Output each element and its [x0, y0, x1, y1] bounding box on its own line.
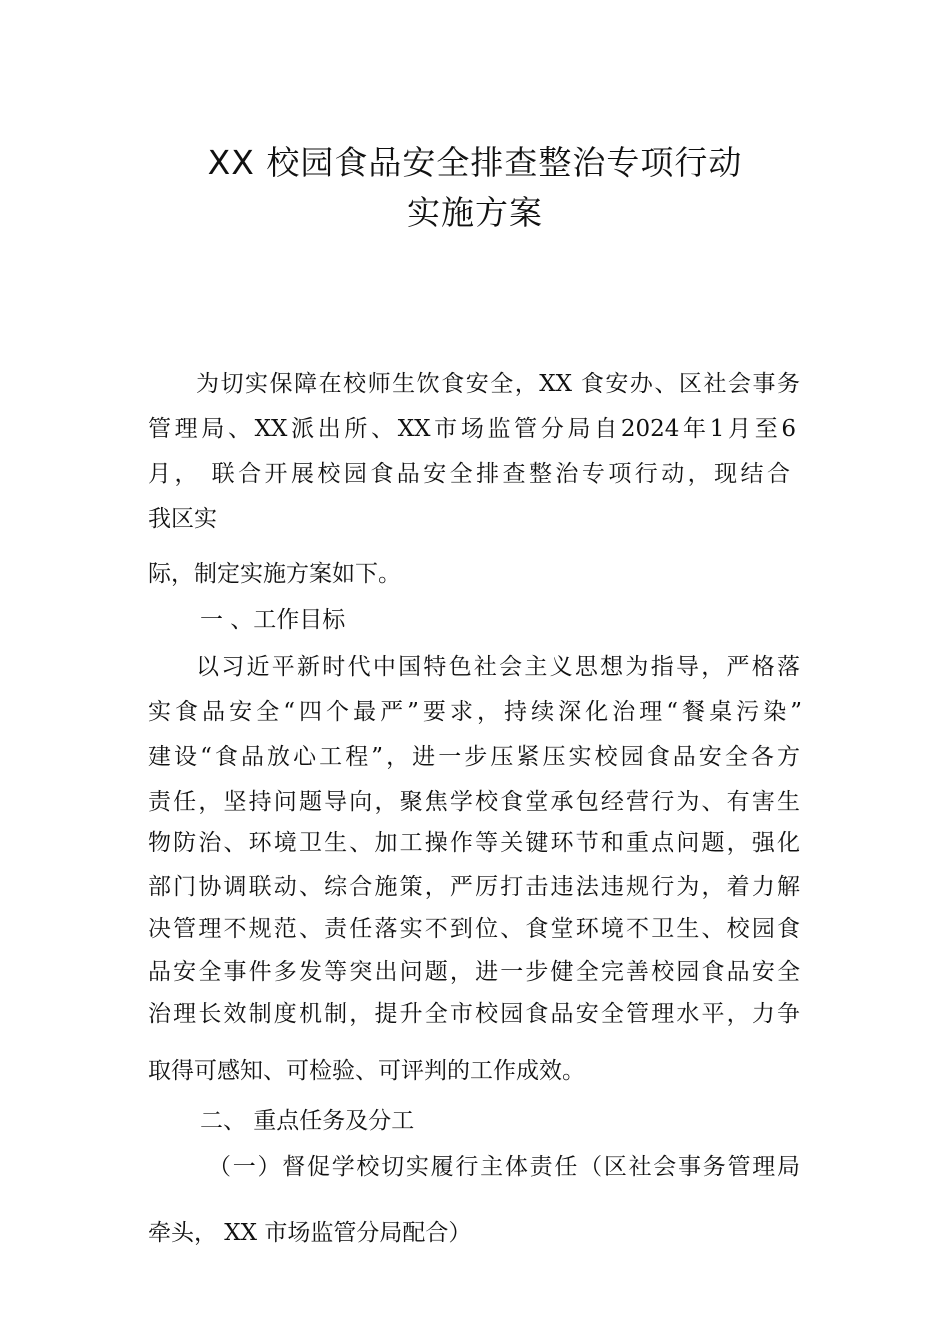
section-heading-2: 二、 重点任务及分工	[200, 1108, 415, 1134]
goal-line-3: 建设“食品放心工程”，进一步压紧压实校园食品安全各方	[148, 744, 800, 770]
intro-line-5: 际，制定实施方案如下。	[148, 561, 401, 587]
goal-line-7: 决管理不规范、责任落实不到位、食堂环境不卫生、校园食	[148, 916, 800, 942]
intro-line-2: 管理局、XX派出所、XX市场监管分局自2024年1月至6	[148, 416, 796, 442]
document-title-line-1: XX 校园食品安全排查整治专项行动	[207, 143, 743, 182]
goal-line-6: 部门协调联动、综合施策，严厉打击违法违规行为，着力解	[148, 874, 800, 900]
goal-line-2: 实食品安全“四个最严”要求，持续深化治理“餐桌污染”	[148, 699, 802, 725]
goal-line-5: 物防治、环境卫生、加工操作等关键环节和重点问题，强化	[148, 830, 800, 856]
goal-line-1: 以习近平新时代中国特色社会主义思想为指导，严格落	[196, 654, 800, 680]
document-title-line-2: 实施方案	[407, 193, 543, 232]
goal-line-4: 责任，坚持问题导向，聚焦学校食堂承包经营行为、有害生	[148, 789, 800, 815]
intro-line-1: 为切实保障在校师生饮食安全，XX 食安办、区社会事务	[196, 371, 800, 397]
intro-line-3: 月， 联合开展校园食品安全排查整治专项行动，现结合	[148, 461, 790, 487]
section-heading-1: 一 、工作目标	[200, 607, 346, 633]
subsection-heading-1: （一）督促学校切实履行主体责任（区社会事务管理局	[208, 1154, 800, 1180]
goal-line-9: 治理长效制度机制，提升全市校园食品安全管理水平，力争	[148, 1001, 800, 1027]
subsection-heading-1-cont: 牵头， XX 市场监管分局配合）	[148, 1220, 472, 1246]
goal-line-8: 品安全事件多发等突出问题，进一步健全完善校园食品安全	[148, 959, 800, 985]
intro-line-4: 我区实	[148, 506, 217, 532]
goal-line-10: 取得可感知、可检验、可评判的工作成效。	[148, 1058, 585, 1084]
